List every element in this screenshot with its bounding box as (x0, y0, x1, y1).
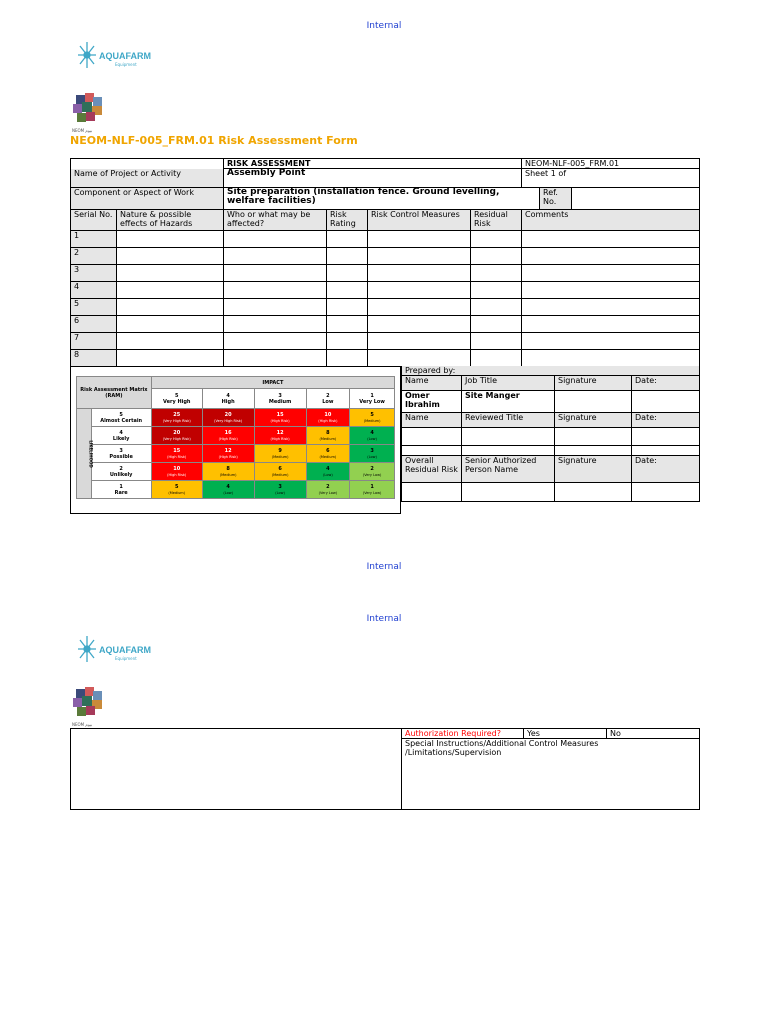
signoff-table (401, 366, 700, 502)
logo-sub-page2: Equipment (115, 656, 137, 661)
serial-number: 5 (71, 299, 117, 316)
hazard-cell[interactable] (117, 333, 224, 350)
ram-cell: 10 (High Risk) (306, 409, 350, 427)
project-value: Assembly Point (224, 169, 522, 188)
comments-cell[interactable] (522, 350, 700, 367)
serial-number: 6 (71, 316, 117, 333)
residual-cell[interactable] (471, 231, 522, 248)
affected-cell[interactable] (224, 248, 327, 265)
col-residual-risk: Residual Risk (471, 210, 522, 231)
hazard-cell[interactable] (117, 265, 224, 282)
affected-cell[interactable] (224, 265, 327, 282)
ram-cell: 3 (Low) (254, 481, 306, 499)
senior-date[interactable] (632, 483, 700, 502)
rating-cell[interactable] (327, 265, 368, 282)
name-label: Name (402, 376, 462, 391)
serial-number: 7 (71, 333, 117, 350)
residual-cell[interactable] (471, 248, 522, 265)
doc-code: NEOM-NLF-005_FRM.01 (522, 159, 700, 169)
control-cell[interactable] (368, 350, 471, 367)
prepared-job: Site Manger (462, 391, 555, 413)
ram-cell: 12 (High Risk) (254, 427, 306, 445)
control-cell[interactable] (368, 231, 471, 248)
likelihood-label: LIKELIHOOD (77, 409, 92, 499)
risk-assessment-table (70, 158, 700, 367)
table-heading: RISK ASSESSMENT (224, 159, 522, 169)
ram-cell: 15 (High Risk) (151, 445, 202, 463)
serial-number: 3 (71, 265, 117, 282)
project-label: Name of Project or Activity (71, 169, 224, 188)
ram-cell: 10 (High Risk) (151, 463, 202, 481)
affected-cell[interactable] (224, 299, 327, 316)
control-cell[interactable] (368, 248, 471, 265)
ram-cell: 20 (Very High Risk) (151, 427, 202, 445)
affected-cell[interactable] (224, 231, 327, 248)
residual-cell[interactable] (471, 350, 522, 367)
senior-signature-label: Signature (555, 456, 632, 483)
aquafarm-logo-icon (76, 40, 98, 70)
reviewer-signature[interactable] (555, 428, 632, 446)
col-serial: Serial No. (71, 210, 117, 231)
auth-yes[interactable]: Yes (524, 729, 607, 739)
date-label: Date: (632, 376, 700, 391)
neom-mosaic-icon (72, 686, 104, 718)
likelihood-row: 2 Unlikely (91, 463, 151, 481)
sheet-number: Sheet 1 of (522, 169, 700, 188)
rating-cell[interactable] (327, 350, 368, 367)
rating-cell[interactable] (327, 299, 368, 316)
rating-cell[interactable] (327, 333, 368, 350)
ram-cell: 12 (High Risk) (202, 445, 254, 463)
table-row (71, 299, 700, 316)
senior-signature[interactable] (555, 483, 632, 502)
component-label: Component or Aspect of Work (71, 188, 224, 210)
auth-no[interactable]: No (607, 729, 700, 739)
aquafarm-logo (76, 40, 98, 74)
table-row (71, 350, 700, 367)
table-row (71, 248, 700, 265)
ram-cell: 8 (Medium) (306, 427, 350, 445)
comments-cell[interactable] (522, 299, 700, 316)
reviewer-signature-label: Signature (555, 413, 632, 428)
special-instructions[interactable] (402, 739, 700, 810)
ram-cell: 1 (Very Low) (350, 481, 395, 499)
rating-cell[interactable] (327, 248, 368, 265)
prepared-by-label: Prepared by: (402, 366, 700, 376)
prepared-date[interactable] (632, 391, 700, 413)
logo-sub: Equipment (115, 62, 137, 67)
ref-value[interactable] (572, 188, 700, 210)
ref-label: Ref. No. (540, 188, 572, 210)
hazard-cell[interactable] (117, 282, 224, 299)
ram-cell: 25 (Very High Risk) (151, 409, 202, 427)
comments-cell[interactable] (522, 333, 700, 350)
affected-cell[interactable] (224, 316, 327, 333)
impact-col: 5 Very High (151, 389, 202, 409)
special-instructions-label: Special Instructions/Additional Control Measures /Limitations/Supervision (405, 739, 599, 757)
impact-col: 2 Low (306, 389, 350, 409)
residual-cell[interactable] (471, 282, 522, 299)
impact-col: 3 Medium (254, 389, 306, 409)
neom-caption-page2: NEOM بيوم (72, 722, 93, 727)
control-cell[interactable] (368, 299, 471, 316)
table-row (71, 265, 700, 282)
hazard-cell[interactable] (117, 316, 224, 333)
ram-cell: 4 (Low) (202, 481, 254, 499)
likelihood-row: 4 Likely (91, 427, 151, 445)
reviewer-title[interactable] (462, 428, 555, 446)
internal-label: Internal (366, 21, 402, 31)
table-row (71, 231, 700, 248)
ram-cell: 2 (Very Low) (306, 481, 350, 499)
hazard-cell[interactable] (117, 299, 224, 316)
ram-cell: 6 (Medium) (306, 445, 350, 463)
control-cell[interactable] (368, 282, 471, 299)
prepared-signature[interactable] (555, 391, 632, 413)
internal-label-page2: Internal (366, 614, 402, 624)
comments-cell[interactable] (522, 248, 700, 265)
ram-cell: 4 (Low) (306, 463, 350, 481)
neom-logo (72, 92, 104, 128)
impact-col: 4 High (202, 389, 254, 409)
aquafarm-logo-icon (76, 634, 98, 664)
ram-cell: 4 (Low) (350, 427, 395, 445)
ram-cell: 2 (Very Low) (350, 463, 395, 481)
risk-assessment-matrix (76, 376, 395, 499)
page2-left-box[interactable] (71, 729, 402, 810)
overall-residual-label: Overall Residual Risk (402, 456, 462, 483)
table-row (71, 333, 700, 350)
impact-col: 1 Very Low (350, 389, 395, 409)
affected-cell[interactable] (224, 282, 327, 299)
table-row (71, 282, 700, 299)
ram-cell: 3 (Low) (350, 445, 395, 463)
ram-cell: 15 (High Risk) (254, 409, 306, 427)
neom-logo-page2 (72, 686, 104, 722)
residual-cell[interactable] (471, 299, 522, 316)
rating-cell[interactable] (327, 282, 368, 299)
job-title-label: Job Title (462, 376, 555, 391)
prepared-name: Omer Ibrahim (402, 391, 462, 413)
control-cell[interactable] (368, 265, 471, 282)
comments-cell[interactable] (522, 316, 700, 333)
ram-cell: 6 (Medium) (254, 463, 306, 481)
hazard-cell[interactable] (117, 350, 224, 367)
col-hazards: Nature & possible effects of Hazards (117, 210, 224, 231)
neom-caption: NEOM بيوم (72, 128, 93, 133)
ram-cell: 20 (Very High Risk) (202, 409, 254, 427)
reviewer-date-label: Date: (632, 413, 700, 428)
affected-cell[interactable] (224, 350, 327, 367)
senior-person-label: Senior Authorized Person Name (462, 456, 555, 483)
rating-cell[interactable] (327, 231, 368, 248)
overall-residual-value[interactable] (402, 483, 462, 502)
likelihood-row: 1 Rare (91, 481, 151, 499)
hazard-cell[interactable] (117, 231, 224, 248)
comments-cell[interactable] (522, 265, 700, 282)
serial-number: 1 (71, 231, 117, 248)
col-affected: Who or what may be affected? (224, 210, 327, 231)
authorization-label: Authorization Required? (402, 729, 524, 739)
likelihood-row: 5 Almost Certain (91, 409, 151, 427)
form-title: NEOM-NLF-005_FRM.01 Risk Assessment Form (70, 134, 358, 147)
col-risk-rating: Risk Rating (327, 210, 368, 231)
ram-cell: 5 (Medium) (151, 481, 202, 499)
aquafarm-logo-page2 (76, 634, 98, 668)
serial-number: 2 (71, 248, 117, 265)
control-cell[interactable] (368, 333, 471, 350)
table-row (71, 316, 700, 333)
col-comments: Comments (522, 210, 700, 231)
col-control-measures: Risk Control Measures (368, 210, 471, 231)
reviewed-title-label: Reviewed Title (462, 413, 555, 428)
neom-mosaic-icon (72, 92, 104, 124)
ram-cell: 9 (Medium) (254, 445, 306, 463)
senior-date-label: Date: (632, 456, 700, 483)
serial-number: 8 (71, 350, 117, 367)
component-value: Site preparation (installation fence. Ground levelling, welfare facilities) (224, 188, 540, 210)
reviewer-name[interactable] (402, 428, 462, 446)
ram-cell: 5 (Medium) (350, 409, 395, 427)
senior-person-name[interactable] (462, 483, 555, 502)
likelihood-row: 3 Possible (91, 445, 151, 463)
affected-cell[interactable] (224, 333, 327, 350)
impact-label: IMPACT (151, 377, 394, 389)
reviewer-name-label: Name (402, 413, 462, 428)
signature-label: Signature (555, 376, 632, 391)
logo-brand-page2: AQUAFARM (99, 645, 151, 655)
residual-cell[interactable] (471, 265, 522, 282)
ram-cell: 8 (Medium) (202, 463, 254, 481)
serial-number: 4 (71, 282, 117, 299)
authorization-table (70, 728, 700, 810)
reviewer-date[interactable] (632, 428, 700, 446)
internal-footer-label: Internal (366, 562, 402, 572)
ram-cell: 16 (High Risk) (202, 427, 254, 445)
comments-cell[interactable] (522, 231, 700, 248)
logo-brand: AQUAFARM (99, 51, 151, 61)
column-header-row (71, 210, 700, 231)
control-cell[interactable] (368, 316, 471, 333)
ram-title: Risk Assessment Matrix (RAM) (77, 377, 152, 409)
comments-cell[interactable] (522, 282, 700, 299)
hazard-cell[interactable] (117, 248, 224, 265)
residual-cell[interactable] (471, 333, 522, 350)
residual-cell[interactable] (471, 316, 522, 333)
rating-cell[interactable] (327, 316, 368, 333)
